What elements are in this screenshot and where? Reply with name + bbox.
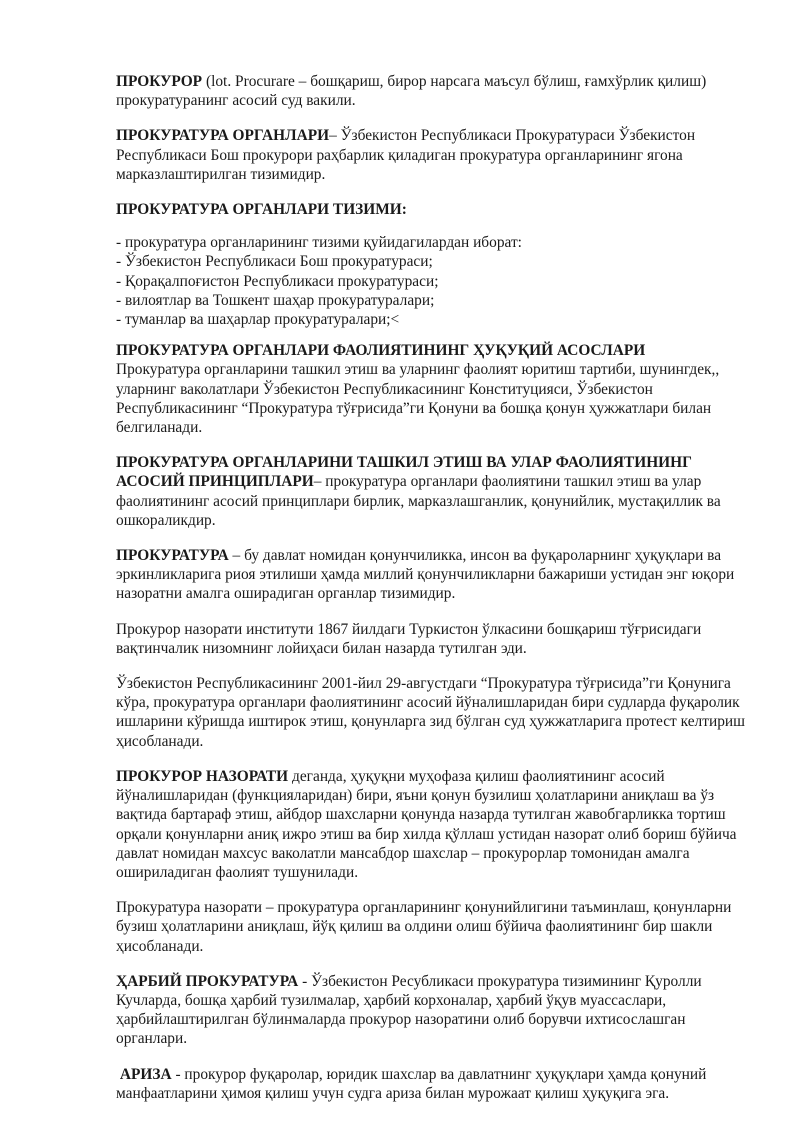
legal-basis-text: Прокуратура органларини ташкил этиш ва уларнинг фаолият юритиш тартиби, шунингдек,, уларнинг ваколатлари Ўзбекистон Республикасининг Конституцияси, Ўзбекистон Республикасининг “Прокуратура тўғрисида”ги Қонуни ва бошқа қонун ҳужжатлари билан белгиланади. [116,361,720,437]
term-prokuratura-organlari: ПРОКУРАТУРА ОРГАНЛАРИ [116,127,330,145]
list-item: - Ўзбекистон Республикаси Бош прокуратураси; [116,253,433,271]
term-military: ҲАРБИЙ ПРОКУРАТУРА [116,972,299,990]
term-prokuratura: ПРОКУРАТУРА [116,547,229,565]
list-item: - прокуратура органларининг тизими қуйидагилардан иборат: [116,234,522,252]
list-item: - Қорақалпоғистон Республикаси прокуратураси; [116,272,439,290]
system-list [116,233,748,329]
military-text: - Ўзбекистон Ресубликаси прокуратура тизимининг Қуролли Кучларда, бошқа ҳарбий тузилмалар, ҳарбий корхоналар, ҳарбий ўқув муассаслари, ҳарбийлаштирилган бўлинмаларда прокурор назоратини олиб борувчи ихтисослашган органлари. [116,972,702,1048]
supervision-definition [116,767,748,882]
system-heading: ПРОКУРАТУРА ОРГАНЛАРИ ТИЗИМИ: [116,201,407,219]
prokuror-definition [116,72,748,110]
term-principles: ПРОКУРАТУРА ОРГАНЛАРИНИ ТАШКИЛ ЭТИШ ВА УЛАР ФАОЛИЯТИНИНГ АСОСИЙ ПРИНЦИПЛАРИ [116,454,692,491]
term-ariza: АРИЗА [119,1065,172,1083]
list-item: - вилоятлар ва Тошкент шаҳар прокуратуралари; [116,291,435,309]
military-definition [116,972,748,1049]
prokuratura-organlari-text: – Ўзбекистон Республикаси Прокуратураси Ўзбекистон Республикаси Бош прокурори раҳбарлик қиладиган прокуратура органларининг ягона марказлаштирилган тизимидир. [116,127,696,183]
principles-text: – прокуратура органлари фаолиятини ташкил этиш ва улар фаолиятининг асосий принциплари бирлик, марказлашганлик, қонунийлик, мустақиллик ва ошкораликдир. [116,473,721,529]
term-prokuror: ПРОКУРОР [116,73,203,90]
ariza-definition [116,1065,748,1103]
prokuratura-definition [116,546,748,604]
history-paragraph: Прокурор назорати институти 1867 йилдаги Туркистон ўлкасини бошқариш тўғрисидаги вақтинчалик низомнинг лойиҳаси билан назарда тутилган эди. [116,620,702,657]
law-2001-paragraph: Ўзбекистон Республикасининг 2001-йил 29-августдаги “Прокуратура тўғрисида”ги Қонунига кўра, прокуратура органлари фаолиятининг асосий йўналишларидан бири судларда фуқаролик ишларини кўришда иштирок этиш, қонунларга зид бўлган суд ҳужжатларига протест келтириш ҳисобланади. [116,675,745,750]
prokuror-definition-text: (lot. Procurare – бошқариш, бирор нарсага маъсул бўлиш, ғамхўрлик қилиш) прокуратуранинг асосий суд вакили. [116,73,707,110]
legal-basis-heading: ПРОКУРАТУРА ОРГАНЛАРИ ФАОЛИЯТИНИНГ ҲУҚУҚИЙ АСОСЛАРИ [116,342,646,360]
document-page [116,72,748,1119]
prokuratura-text: – бу давлат номидан қонунчиликка, инсон ва фуқароларнинг ҳуқуқлари ва эркинликларига риоя этилиши ҳамда миллий қонунчиликларни бажариши устидан энг юқори назоратни амалга оширадиган органлар тизимидир. [116,547,735,603]
supervision-paragraph: Прокуратура назорати – прокуратура органларининг қонунийлигини таъминлаш, қонунларни бузиш ҳолатларини аниқлаш, йўқ қилиш ва олдини олиш бўйича фаолиятининг бир шакли ҳисобланади. [116,899,732,955]
term-supervision: ПРОКУРОР НАЗОРАТИ [116,767,289,785]
supervision-text: деганда, ҳуқуқни муҳофаза қилиш фаолиятининг асосий йўналишларидан (функцияларидан) бири, яъни қонун бузилиш ҳолатларини аниқлаш ва ўз вақтида бартараф этиш, айбдор шахсларни қонунда назарда тутилган жавобгарликка тортиш орқали қонунларни аниқ ижро этиш ва бир хилда қўллаш устидан назорат олиб бориш бўйича давлат номидан махсус ваколатли мансабдор шахслар – прокурорлар томонидан амалга ошириладиган фаолият тушунилади. [116,767,737,881]
principles-definition [116,453,748,530]
ariza-text: - прокурор фуқаролар, юридик шахслар ва давлатнинг ҳуқуқлари ҳамда қонуний манфаатларини ҳимоя қилиш учун судга ариза билан мурожаат қилиш ҳуқуқига эга. [116,1065,707,1102]
list-item: - туманлар ва шаҳарлар прокуратуралари;< [116,311,400,329]
prokuratura-organlari-definition [116,126,748,184]
